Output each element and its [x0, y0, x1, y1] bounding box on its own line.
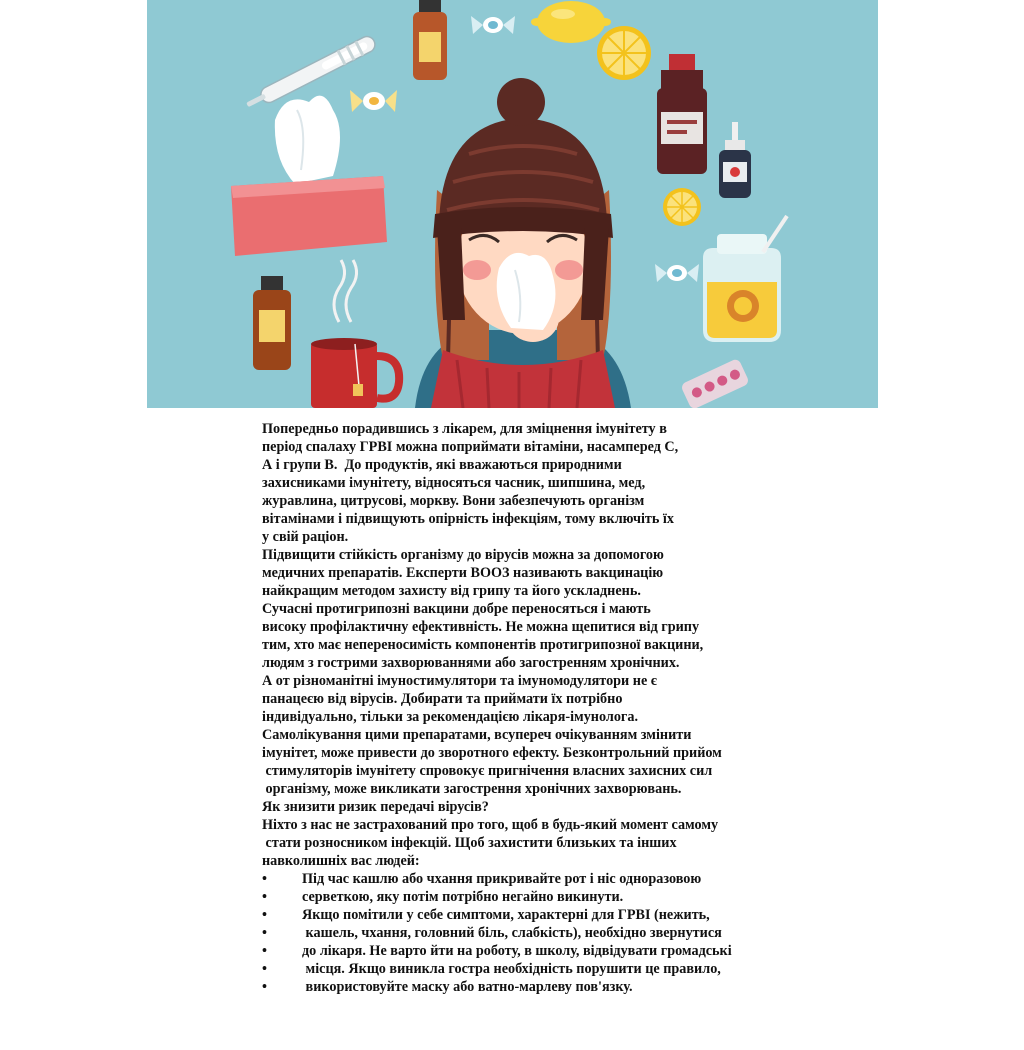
article-line: період спалаху ГРВІ можна поприймати вітаміни, насамперед С,	[262, 439, 679, 455]
bullet-text: використовуйте маску або ватно-марлеву пов'язку.	[302, 979, 633, 995]
article-line: захисниками імунітету, відносяться часник, шипшина, мед,	[262, 475, 646, 491]
syrup-bottle-icon	[657, 54, 707, 174]
article-line: Підвищити стійкість організму до вірусів можна за допомогою	[262, 547, 664, 563]
bullet-item	[262, 942, 802, 960]
article-heading: Як знизити ризик передачі вірусів?	[262, 799, 489, 815]
article-line: Ніхто з нас не застрахований про того, щоб в будь-який момент самому	[262, 817, 719, 833]
article-line: людям з гострими захворюваннями або загостренням хронічних.	[262, 655, 680, 671]
article-line: тим, хто має непереносимість компонентів протигрипозної вакцини,	[262, 637, 704, 653]
lemon-slice-icon	[597, 26, 651, 80]
bullet-icon: •	[262, 871, 267, 887]
bullet-text: Під час кашлю або чхання прикривайте рот і ніс одноразовою	[302, 871, 702, 887]
bullet-item	[262, 978, 802, 996]
bullet-text: кашель, чхання, головний біль, слабкість), необхідно звернутися	[302, 925, 722, 941]
article-line: вітамінами і підвищують опірність інфекціям, тому включіть їх	[262, 511, 674, 527]
article-line: організму, може викликати загострення хронічних захворювань.	[262, 781, 682, 797]
bullet-item	[262, 960, 802, 978]
bullet-item	[262, 924, 802, 942]
article-line: у свій раціон.	[262, 529, 349, 545]
flu-illustration	[147, 0, 878, 408]
article-text	[262, 420, 802, 996]
article-line: Самолікування цими препаратами, всупереч очікуванням змінити	[262, 727, 692, 743]
bullet-icon: •	[262, 961, 267, 977]
article-line: імунітет, може привести до зворотного ефекту. Безконтрольний прийом	[262, 745, 722, 761]
bullet-icon: •	[262, 979, 267, 995]
bullet-text: місця. Якщо виникла гостра необхідність порушити це правило,	[302, 961, 721, 977]
bullet-icon: •	[262, 943, 267, 959]
article-line: Сучасні протигрипозні вакцини добре переносяться і мають	[262, 601, 651, 617]
article-line: журавлина, цитрусові, моркву. Вони забезпечують організм	[262, 493, 645, 509]
article-line: медичних препаратів. Експерти ВООЗ називають вакцинацію	[262, 565, 664, 581]
bullet-icon: •	[262, 925, 267, 941]
article-line: високу профілактичну ефективність. Не можна щепитися від грипу	[262, 619, 700, 635]
article-line: найкращим методом захисту від грипу та його ускладнень.	[262, 583, 641, 599]
article-line: навколишніх вас людей:	[262, 853, 420, 869]
bullet-icon: •	[262, 889, 267, 905]
bullet-item	[262, 888, 802, 906]
bullet-text: серветкою, яку потім потрібно негайно викинути.	[302, 889, 624, 905]
bullet-text: Якщо помітили у себе симптоми, характерні для ГРВІ (нежить,	[302, 907, 710, 923]
article-line: Попередньо порадившись з лікарем, для зміцнення імунітету в	[262, 421, 667, 437]
article-line: А от різноманітні імуностимулятори та імуномодулятори не є	[262, 673, 657, 689]
bullet-text: до лікаря. Не варто йти на роботу, в школу, відвідувати громадські	[302, 943, 732, 959]
bullet-item	[262, 870, 802, 888]
article-line: А і групи В. До продуктів, які вважаються природними	[262, 457, 622, 473]
bullet-icon: •	[262, 907, 267, 923]
article-line: панацеєю від вірусів. Добирати та приймати їх потрібно	[262, 691, 623, 707]
article-line: стимуляторів імунітету спровокує пригнічення власних захисних сил	[262, 763, 713, 779]
lemon-slice-icon	[663, 188, 701, 226]
medicine-bottle-icon	[253, 276, 291, 370]
article-line: індивідуально, тільки за рекомендацією лікаря-імунолога.	[262, 709, 639, 725]
bullet-item	[262, 906, 802, 924]
article-line: стати розносником інфекцій. Щоб захистити близьких та інших	[262, 835, 677, 851]
